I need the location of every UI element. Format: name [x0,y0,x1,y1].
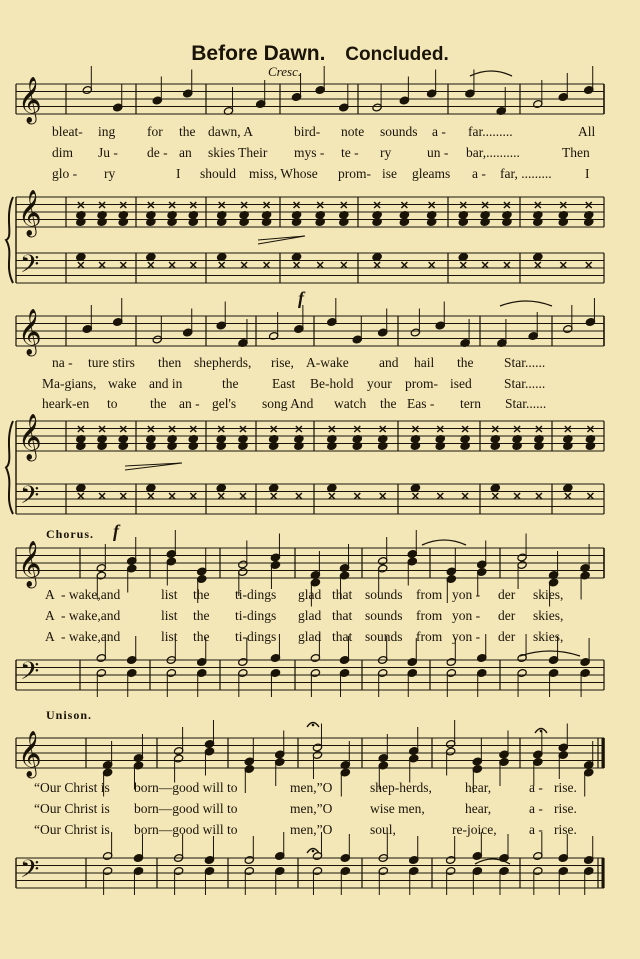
lyric: the [179,124,196,139]
x-note-head [482,262,488,268]
chord-note [534,442,544,451]
lyric: yon - [452,608,481,623]
chord-note [533,218,543,227]
treble-clef-icon: 𝄞 [18,731,42,777]
chord-note [217,218,227,227]
lyric: un - [427,145,449,160]
x-note-head [169,493,175,499]
lyric: ti-dings [235,587,277,602]
lyric: “Our Christ is [34,801,110,816]
lyric: der [498,587,516,602]
chord-note [427,218,437,227]
chord-note [118,442,128,451]
lyric: - wake,and [61,629,121,644]
chord-note [76,442,86,451]
lyric: bleat- [52,124,83,139]
chord-note [460,442,470,451]
x-note-head [586,262,592,268]
x-note-head [99,262,105,268]
lyric: “Our Christ is [34,822,110,837]
x-note-head [241,262,247,268]
x-note-head [148,262,154,268]
crescendo-hairpin [258,236,305,244]
lyric: skies, [533,608,564,623]
bass-clef-icon: 𝄢 [20,855,40,890]
x-note-head [536,493,542,499]
lyric: born—good will to [134,780,238,795]
lyric: dim [52,145,74,160]
lyric: wise men, [370,801,425,816]
x-note-head [560,262,566,268]
lyric: an - [179,396,200,411]
x-note-head [354,493,360,499]
chord-note [315,218,325,227]
lyric: gel's [212,396,237,411]
lyric: - wake,and [61,587,121,602]
lyric: the [193,587,210,602]
x-note-head [219,262,225,268]
lyric: shep-herds, [370,780,432,795]
treble-clef-icon: 𝄞 [18,77,42,123]
lyric: far, ......... [500,166,552,181]
x-note-head [264,262,270,268]
lyric: ture stirs [88,355,135,370]
bass-clef-icon: 𝄢 [20,250,40,285]
x-note-head [190,493,196,499]
x-note-head [169,262,175,268]
lyric: yon - [452,629,481,644]
chord-note [294,442,304,451]
x-note-head [514,493,520,499]
unison-label: Unison. [46,708,93,722]
lyric: hear, [465,801,492,816]
x-note-head [401,262,407,268]
x-note-head [437,493,443,499]
lyric: hail [414,355,435,370]
chord-note [372,218,382,227]
lyric: sounds [365,629,403,644]
slur [500,301,552,306]
lyric: skies Their [208,145,268,160]
lyric: list [161,629,178,644]
fermata-dot [312,850,315,853]
lyric: Be-hold [310,376,354,391]
lyric: glad [298,608,322,623]
x-note-head [120,262,126,268]
x-note-head [294,262,300,268]
lyric: ise [382,166,397,181]
x-note-head [296,493,302,499]
lyric: glad [298,629,322,644]
slur [422,540,466,545]
x-note-head [190,262,196,268]
chord-note [512,442,522,451]
lyric: the [193,608,210,623]
chord-note [490,442,500,451]
lyric: na - [52,355,73,370]
lyric: All [578,124,596,139]
lyric: born—good will to [134,801,238,816]
lyric: men,”O [290,801,333,816]
lyric: from [416,608,443,623]
lyric: men,”O [290,780,333,795]
fermata-dot [312,724,315,727]
chord-note [399,218,409,227]
lyric: skies, [533,629,564,644]
lyric: A [45,587,55,602]
treble-clef-icon: 𝄞 [18,541,42,587]
chord-note [97,442,107,451]
treble-clef-icon: 𝄞 [18,414,42,460]
lyric: skies, [533,587,564,602]
lyric: the [193,629,210,644]
lyric: list [161,608,178,623]
slur [470,71,512,76]
lyric: men,”O [290,822,333,837]
lyric: re-joice, [452,822,497,837]
lyric: a - [432,124,446,139]
lyric: a - [529,822,543,837]
lyric: prom- [338,166,371,181]
lyric: ing [98,124,116,139]
lyric: and in [149,376,183,391]
lyric: list [161,587,178,602]
lyric: wake [108,376,137,391]
chord-note [563,442,573,451]
x-note-head [565,493,571,499]
lyric: gleams [412,166,451,181]
lyric: A [45,608,55,623]
lyric: rise, [271,355,294,370]
x-note-head [504,262,510,268]
lyric: yon - [452,587,481,602]
x-note-head [271,493,277,499]
lyric: watch [334,396,367,411]
chord-note [216,442,226,451]
lyric: miss, Whose [249,166,318,181]
lyric: East [272,376,296,391]
chord-note [76,218,86,227]
lyric: sounds [365,608,403,623]
lyric: sounds [380,124,418,139]
forte-marking: f [298,288,304,308]
lyric: prom- [405,376,438,391]
lyric: ry [380,145,392,160]
lyric: born—good will to [134,822,238,837]
chord-note [458,218,468,227]
lyric: shepherds, [194,355,252,370]
slur [520,651,580,656]
x-note-head [317,262,323,268]
x-note-head [429,262,435,268]
lyric: a - [529,780,543,795]
chord-note [291,218,301,227]
treble-clef-icon: 𝄞 [18,309,42,355]
lyric: your [367,376,392,391]
x-note-head [218,493,224,499]
lyric: the [222,376,239,391]
treble-clef-icon: 𝄞 [18,190,42,236]
lyric: from [416,587,443,602]
chord-note [261,218,271,227]
chord-note [352,442,362,451]
lyric: that [332,608,353,623]
bass-clef-icon: 𝄢 [20,657,40,692]
lyric: Ma-gians, [42,376,97,391]
lyric: glad [298,587,322,602]
lyric: far......... [468,124,513,139]
lyric: note [341,124,365,139]
lyric: ry [104,166,116,181]
lyric: from [416,629,443,644]
lyric: bird- [294,124,321,139]
lyric: song And [262,396,314,411]
chord-note [339,218,349,227]
lyric: hear, [465,780,492,795]
lyric: ti-dings [235,608,277,623]
lyric: te - [341,145,359,160]
lyric: ised [450,376,472,391]
x-note-head [240,493,246,499]
lyric: de - [147,145,168,160]
brace-icon [6,421,13,514]
lyric: - wake,and [61,608,121,623]
x-note-head [380,493,386,499]
chord-note [167,218,177,227]
lyric: an [179,145,192,160]
chord-note [146,218,156,227]
chord-note [118,218,128,227]
lyric: I [585,166,590,181]
hymn-subtitle: Concluded. [345,44,449,65]
lyric: Ju - [98,145,118,160]
lyric: Eas - [407,396,435,411]
lyric: then [158,355,182,370]
chorus-label: Chorus. [46,527,95,541]
chord-note [558,218,568,227]
lyric: bar,.......... [466,145,520,160]
lyric: Star...... [504,355,546,370]
x-note-head [78,262,84,268]
lyric: and [379,355,399,370]
forte-marking-chorus: f [113,521,119,541]
lyric: rise. [554,780,577,795]
chord-note [146,442,156,451]
lyric: the [380,396,397,411]
chord-note [269,442,279,451]
x-note-head [329,493,335,499]
x-note-head [374,262,380,268]
chord-note [238,442,248,451]
x-note-head [492,493,498,499]
lyric: glo - [52,166,78,181]
cresc-marking: Cresc. [268,64,302,79]
lyric: that [332,629,353,644]
lyric: tern [460,396,481,411]
x-note-head [587,493,593,499]
x-note-head [78,493,84,499]
chord-note [188,218,198,227]
brace-icon [6,197,13,283]
x-note-head [535,262,541,268]
chord-note [327,442,337,451]
lyric: the [457,355,474,370]
chord-note [188,442,198,451]
lyric: a - [529,801,543,816]
hymn-title: Before Dawn. [191,42,326,65]
lyric: that [332,587,353,602]
chord-note [435,442,445,451]
lyric: Then [562,145,590,160]
chord-note [584,218,594,227]
x-note-head [462,493,468,499]
chord-note [502,218,512,227]
lyric: a - [472,166,486,181]
x-note-head [460,262,466,268]
lyric: sounds [365,587,403,602]
chord-note [239,218,249,227]
lyric: der [498,629,516,644]
x-note-head [148,493,154,499]
lyric: to [107,396,118,411]
lyric: I [176,166,181,181]
x-note-head [341,262,347,268]
lyric: A-wake [306,355,349,370]
lyric: dawn, A [208,124,253,139]
lyric: A [45,629,55,644]
fermata-dot [540,730,543,733]
lyric: heark-en [42,396,90,411]
lyric: der [498,608,516,623]
lyric: rise. [554,801,577,816]
x-note-head [412,493,418,499]
lyric: the [150,396,167,411]
chord-note [480,218,490,227]
lyric: ti-dings [235,629,277,644]
chord-note [585,442,595,451]
lyric: Star...... [504,376,546,391]
crescendo-hairpin [125,463,182,470]
lyric: for [147,124,163,139]
chord-note [97,218,107,227]
lyric: soul, [370,822,396,837]
lyric: mys - [294,145,325,160]
lyric: rise. [554,822,577,837]
lyric: should [200,166,237,181]
lyric: Star...... [505,396,547,411]
chord-note [378,442,388,451]
bass-clef-icon: 𝄢 [20,481,40,516]
chord-note [410,442,420,451]
chord-note [167,442,177,451]
x-note-head [120,493,126,499]
lyric: “Our Christ is [34,780,110,795]
x-note-head [99,493,105,499]
